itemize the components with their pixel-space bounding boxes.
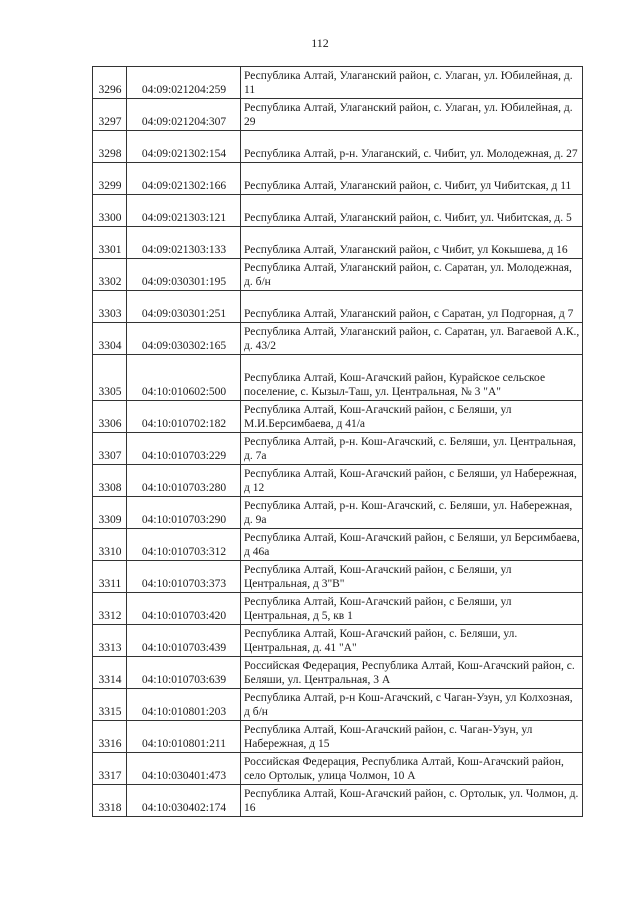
cadastral-number-cell: 04:10:010801:211 bbox=[127, 721, 241, 753]
table-row bbox=[93, 721, 583, 753]
address-cell: Республика Алтай, Кош-Агачский район, с Беляши, ул Центральная, д 3"В" bbox=[241, 561, 583, 593]
address-cell: Республика Алтай, р-н. Улаганский, с. Чибит, ул. Молодежная, д. 27 bbox=[241, 131, 583, 163]
cadastral-number-cell: 04:10:010703:420 bbox=[127, 593, 241, 625]
table-row bbox=[93, 785, 583, 817]
table-row bbox=[93, 561, 583, 593]
row-number-cell: 3309 bbox=[93, 497, 127, 529]
row-number-cell: 3301 bbox=[93, 227, 127, 259]
row-number-cell: 3310 bbox=[93, 529, 127, 561]
address-cell: Республика Алтай, Кош-Агачский район, с Беляши, ул Центральная, д 5, кв 1 bbox=[241, 593, 583, 625]
address-cell: Республика Алтай, Улаганский район, с Чибит, ул Кокышева, д 16 bbox=[241, 227, 583, 259]
row-number-cell: 3307 bbox=[93, 433, 127, 465]
row-number-cell: 3302 bbox=[93, 259, 127, 291]
cadastral-number-cell: 04:10:030401:473 bbox=[127, 753, 241, 785]
table-row bbox=[93, 227, 583, 259]
address-cell: Республика Алтай, Кош-Агачский район, с Беляши, ул Набережная, д 12 bbox=[241, 465, 583, 497]
page-number: 112 bbox=[311, 36, 329, 50]
cadastral-number-cell: 04:09:021303:121 bbox=[127, 195, 241, 227]
row-number-cell: 3298 bbox=[93, 131, 127, 163]
address-cell: Республика Алтай, Кош-Агачский район, с. Чаган-Узун, ул Набережная, д 15 bbox=[241, 721, 583, 753]
address-cell: Российская Федерация, Республика Алтай, Кош-Агачский район, село Ортолык, улица Чолмон, 10 А bbox=[241, 753, 583, 785]
row-number-cell: 3313 bbox=[93, 625, 127, 657]
row-number-cell: 3299 bbox=[93, 163, 127, 195]
table-row bbox=[93, 465, 583, 497]
cadastral-number-cell: 04:10:010703:312 bbox=[127, 529, 241, 561]
table-row bbox=[93, 593, 583, 625]
row-number-cell: 3318 bbox=[93, 785, 127, 817]
cadastral-number-cell: 04:10:010702:182 bbox=[127, 401, 241, 433]
row-number-cell: 3296 bbox=[93, 67, 127, 99]
table-row bbox=[93, 497, 583, 529]
row-number-cell: 3314 bbox=[93, 657, 127, 689]
cadastral-number-cell: 04:09:030302:165 bbox=[127, 323, 241, 355]
cadastral-number-cell: 04:09:030301:195 bbox=[127, 259, 241, 291]
table-row bbox=[93, 259, 583, 291]
address-cell: Республика Алтай, р-н. Кош-Агачский, с. Беляши, ул. Центральная, д. 7а bbox=[241, 433, 583, 465]
table-row bbox=[93, 529, 583, 561]
cadastral-number-cell: 04:10:010703:280 bbox=[127, 465, 241, 497]
table-row bbox=[93, 291, 583, 323]
row-number-cell: 3316 bbox=[93, 721, 127, 753]
table-row bbox=[93, 433, 583, 465]
row-number-cell: 3311 bbox=[93, 561, 127, 593]
cadastral-number-cell: 04:10:010801:203 bbox=[127, 689, 241, 721]
table-row bbox=[93, 753, 583, 785]
table-row bbox=[93, 99, 583, 131]
row-number-cell: 3315 bbox=[93, 689, 127, 721]
property-table bbox=[92, 66, 583, 817]
cadastral-number-cell: 04:09:021204:307 bbox=[127, 99, 241, 131]
table-row bbox=[93, 625, 583, 657]
address-cell: Республика Алтай, Улаганский район, с. Чибит, ул. Чибитская, д. 5 bbox=[241, 195, 583, 227]
address-cell: Республика Алтай, р-н. Кош-Агачский, с. Беляши, ул. Набережная, д. 9а bbox=[241, 497, 583, 529]
cadastral-number-cell: 04:09:021303:133 bbox=[127, 227, 241, 259]
address-cell: Республика Алтай, Улаганский район, с. Саратан, ул. Вагаевой А.К., д. 43/2 bbox=[241, 323, 583, 355]
address-cell: Республика Алтай, Улаганский район, с. Чибит, ул Чибитская, д 11 bbox=[241, 163, 583, 195]
table-row bbox=[93, 67, 583, 99]
table-row bbox=[93, 689, 583, 721]
cadastral-number-cell: 04:10:030402:174 bbox=[127, 785, 241, 817]
address-cell: Республика Алтай, Кош-Агачский район, Курайское сельское поселение, с. Кызыл-Таш, ул. Центральная, № 3 "А" bbox=[241, 355, 583, 401]
cadastral-number-cell: 04:10:010602:500 bbox=[127, 355, 241, 401]
address-cell: Республика Алтай, р-н Кош-Агачский, с Чаган-Узун, ул Колхозная, д б/н bbox=[241, 689, 583, 721]
cadastral-number-cell: 04:10:010703:373 bbox=[127, 561, 241, 593]
cadastral-number-cell: 04:09:021204:259 bbox=[127, 67, 241, 99]
table-body bbox=[93, 67, 583, 817]
cadastral-number-cell: 04:10:010703:439 bbox=[127, 625, 241, 657]
row-number-cell: 3305 bbox=[93, 355, 127, 401]
address-cell: Российская Федерация, Республика Алтай, Кош-Агачский район, с. Беляши, ул. Центральная, 3 А bbox=[241, 657, 583, 689]
row-number-cell: 3300 bbox=[93, 195, 127, 227]
address-cell: Республика Алтай, Кош-Агачский район, с. Ортолык, ул. Чолмон, д. 16 bbox=[241, 785, 583, 817]
cadastral-number-cell: 04:10:010703:229 bbox=[127, 433, 241, 465]
cadastral-number-cell: 04:09:030301:251 bbox=[127, 291, 241, 323]
table-row bbox=[93, 355, 583, 401]
table-row bbox=[93, 195, 583, 227]
row-number-cell: 3317 bbox=[93, 753, 127, 785]
cadastral-number-cell: 04:09:021302:166 bbox=[127, 163, 241, 195]
cadastral-number-cell: 04:09:021302:154 bbox=[127, 131, 241, 163]
table-row bbox=[93, 657, 583, 689]
row-number-cell: 3312 bbox=[93, 593, 127, 625]
table-row bbox=[93, 163, 583, 195]
table-row bbox=[93, 401, 583, 433]
address-cell: Республика Алтай, Улаганский район, с Саратан, ул Подгорная, д 7 bbox=[241, 291, 583, 323]
address-cell: Республика Алтай, Улаганский район, с. Улаган, ул. Юбилейная, д. 29 bbox=[241, 99, 583, 131]
address-cell: Республика Алтай, Кош-Агачский район, с Беляши, ул Берсимбаева, д 46а bbox=[241, 529, 583, 561]
address-cell: Республика Алтай, Улаганский район, с. Улаган, ул. Юбилейная, д. 11 bbox=[241, 67, 583, 99]
cadastral-number-cell: 04:10:010703:290 bbox=[127, 497, 241, 529]
address-cell: Республика Алтай, Кош-Агачский район, с. Беляши, ул. Центральная, д. 41 "А" bbox=[241, 625, 583, 657]
table-row bbox=[93, 131, 583, 163]
address-cell: Республика Алтай, Кош-Агачский район, с Беляши, ул М.И.Берсимбаева, д 41/а bbox=[241, 401, 583, 433]
row-number-cell: 3304 bbox=[93, 323, 127, 355]
cadastral-number-cell: 04:10:010703:639 bbox=[127, 657, 241, 689]
row-number-cell: 3308 bbox=[93, 465, 127, 497]
row-number-cell: 3297 bbox=[93, 99, 127, 131]
row-number-cell: 3303 bbox=[93, 291, 127, 323]
address-cell: Республика Алтай, Улаганский район, с. Саратан, ул. Молодежная, д. б/н bbox=[241, 259, 583, 291]
table-row bbox=[93, 323, 583, 355]
row-number-cell: 3306 bbox=[93, 401, 127, 433]
